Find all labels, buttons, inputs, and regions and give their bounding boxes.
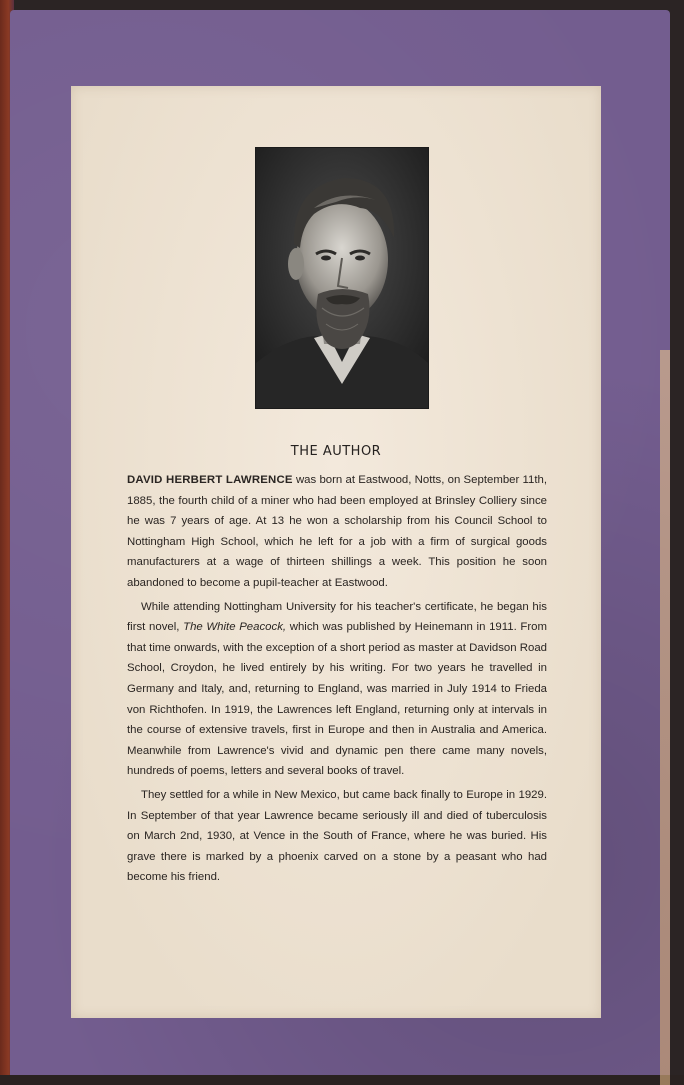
bio-paragraph-2-text-b: which was published by Heinemann in 1911. From that time onwards, with the exception of a short period as master at Davidson Road School, Croydon, he lived entirely by his writing. For two years he travelled in Germany and Italy, and, returning to England, was married in July 1914 to Frieda von Richthofen. In 1919, the Lawrences left England, returning only at intervals in the course of extensive travels, first in Europe and then in Australia and America. Meanwhile from Lawrence's vivid and dynamic pen there came many novels, hundreds of poems, letters and several books of travel. xyxy=(127,621,547,778)
author-page xyxy=(71,86,601,1018)
book-title: The White Peacock, xyxy=(183,621,287,634)
bio-paragraph-1-text: was born at Eastwood, Notts, on September 11th, 1885, the fourth child of a miner who had been employed at Brinsley Colliery since he was 7 years of age. At 13 he won a scholarship from his Council School to Nottingham High School, which he left for a job with a firm of surgical goods manufacturers at a wage of thirteen shillings a week. This position he soon abandoned to become a pupil-teacher at Eastwood. xyxy=(127,474,548,589)
page-edge-stain xyxy=(660,350,670,1085)
author-portrait-photo xyxy=(255,147,429,409)
author-biography xyxy=(127,470,547,891)
bio-paragraph-2-text-a: While attending Nottingham University for his teacher's certificate, he began his first novel, xyxy=(127,600,547,634)
bio-paragraph-3: They settled for a while in New Mexico, but came back finally to Europe in 1929. In September of that year Lawrence became seriously ill and died of tuberculosis on March 2nd, 1930, at Vence in the South of France, where he was buried. His grave there is marked by a phoenix carved on a stone by a peasant who had become his friend. xyxy=(127,788,547,884)
author-name: DAVID HERBERT LAWRENCE xyxy=(127,474,293,486)
bio-paragraph-2 xyxy=(127,597,547,782)
bio-paragraph-1 xyxy=(127,470,547,594)
section-heading: THE AUTHOR xyxy=(290,444,382,459)
portrait-image xyxy=(256,148,428,408)
